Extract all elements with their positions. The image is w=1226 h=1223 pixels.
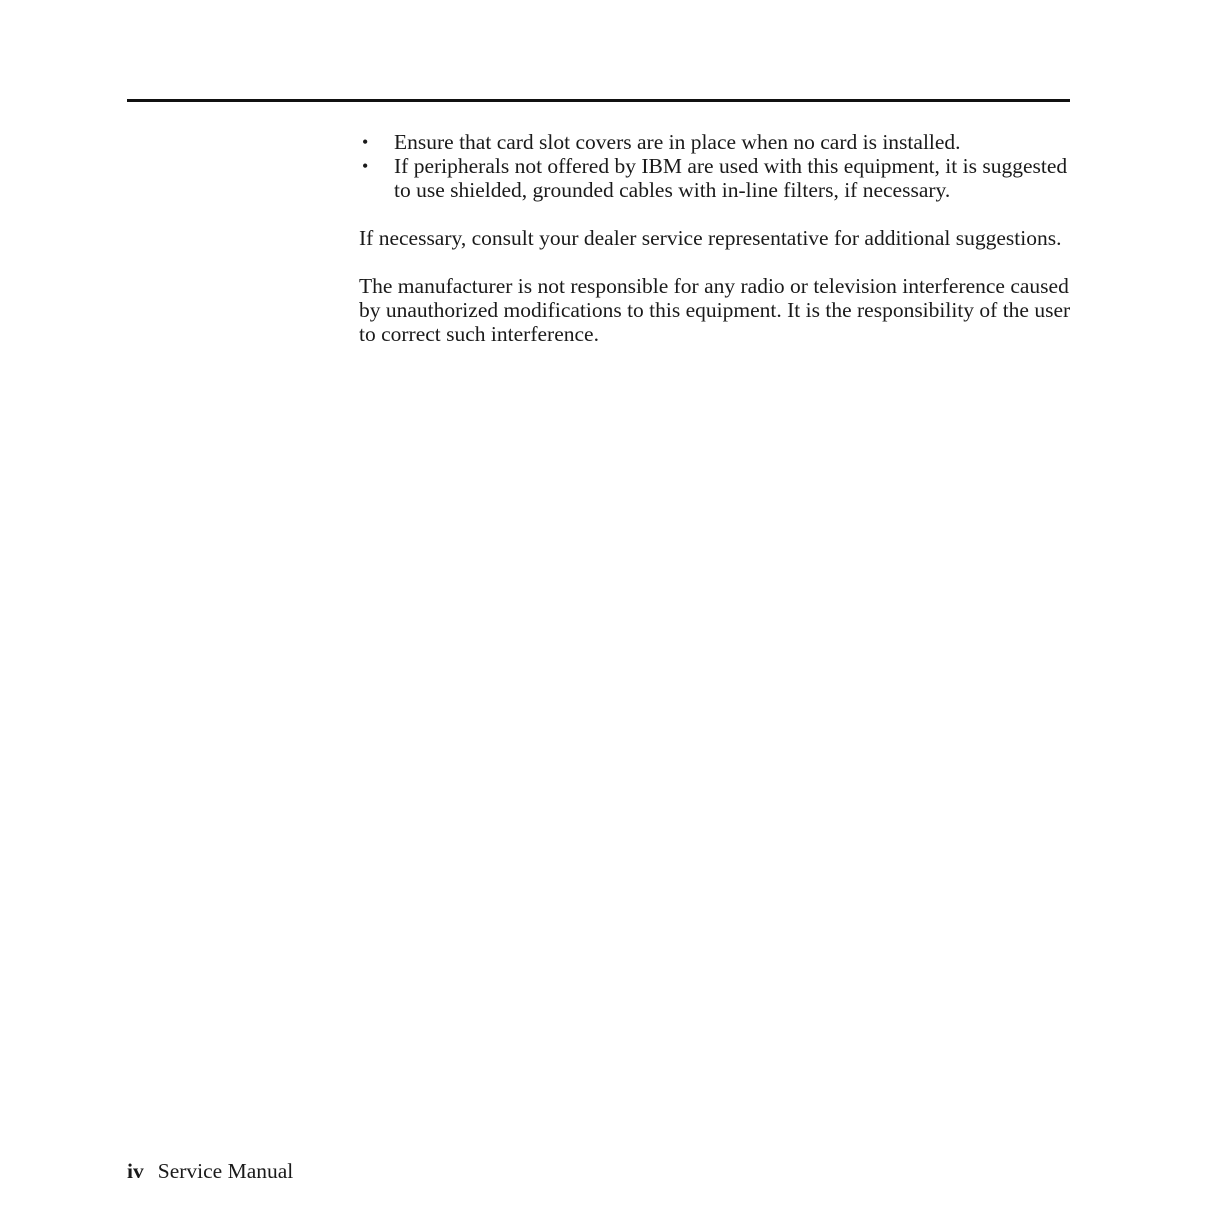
bullet-item xyxy=(359,154,1079,202)
bullet-icon: • xyxy=(362,132,369,152)
bullet-list xyxy=(359,130,1079,202)
page-number: iv xyxy=(127,1159,144,1183)
bullet-item xyxy=(359,130,1079,154)
paragraph-consult-dealer: If necessary, consult your dealer service representative for additional suggestions. xyxy=(359,226,1062,250)
bullet-text: If peripherals not offered by IBM are used with this equipment, it is suggested to use shielded, grounded cables with in-line filters, if necessary. xyxy=(394,154,1068,202)
header-rule xyxy=(127,99,1070,102)
bullet-icon: • xyxy=(362,156,369,176)
bullet-text: Ensure that card slot covers are in place when no card is installed. xyxy=(394,130,961,154)
body-text xyxy=(359,130,1079,346)
page-footer xyxy=(127,1158,293,1184)
footer-title: Service Manual xyxy=(157,1159,294,1183)
paragraph-manufacturer-notice: The manufacturer is not responsible for any radio or television interference caused by unauthorized modifications to this equipment. It is the responsibility of the user to correct such interference. xyxy=(359,274,1071,346)
